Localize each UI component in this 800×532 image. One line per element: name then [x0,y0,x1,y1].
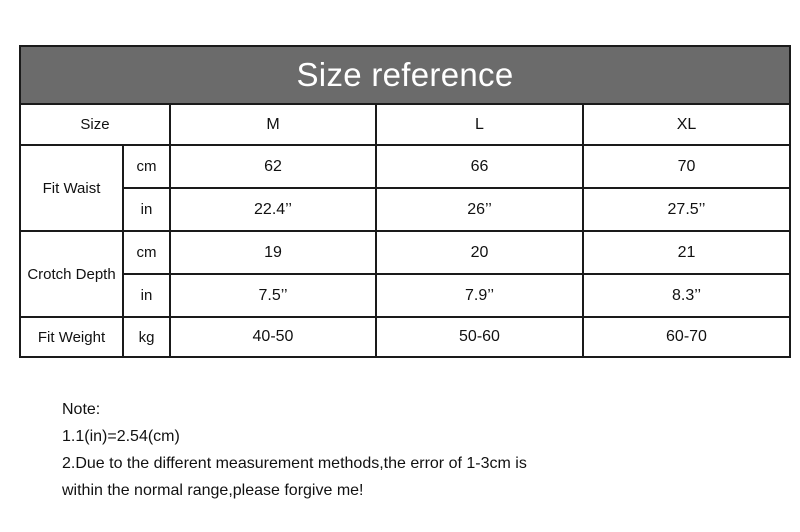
table-row [20,231,790,274]
table-row [20,145,790,188]
note-line: within the normal range,please forgive me! [62,482,364,499]
note-line: 1.1(in)=2.54(cm) [62,428,180,445]
unit-cell: cm [123,231,170,274]
value-cell: 60-70 [583,317,790,357]
value-cell: 7.5’’ [170,274,376,317]
size-header-xl: XL [583,104,790,145]
value-cell: 66 [376,145,583,188]
value-cell: 20 [376,231,583,274]
value-cell: 50-60 [376,317,583,357]
value-cell: 7.9’’ [376,274,583,317]
value-cell: 40-50 [170,317,376,357]
value-cell: 21 [583,231,790,274]
value-cell: 26’’ [376,188,583,231]
size-header-m: M [170,104,376,145]
value-cell: 22.4’’ [170,188,376,231]
row-label-fit-waist: Fit Waist [20,145,123,231]
table-row [20,317,790,357]
value-cell: 70 [583,145,790,188]
note-heading: Note: [62,401,101,418]
unit-cell: in [123,274,170,317]
size-header-l: L [376,104,583,145]
size-reference-table [19,45,791,358]
size-header-label: Size [20,104,170,145]
value-cell: 62 [170,145,376,188]
unit-cell: in [123,188,170,231]
note-block [62,396,527,504]
note-line: 2.Due to the different measurement methods,the error of 1-3cm is [62,455,527,472]
value-cell: 19 [170,231,376,274]
row-label-fit-weight: Fit Weight [20,317,123,357]
unit-cell: kg [123,317,170,357]
table-row [20,274,790,317]
row-label-crotch-depth: Crotch Depth [20,231,123,317]
value-cell: 8.3’’ [583,274,790,317]
table-row [20,188,790,231]
table-title: Size reference [20,46,790,104]
unit-cell: cm [123,145,170,188]
value-cell: 27.5’’ [583,188,790,231]
